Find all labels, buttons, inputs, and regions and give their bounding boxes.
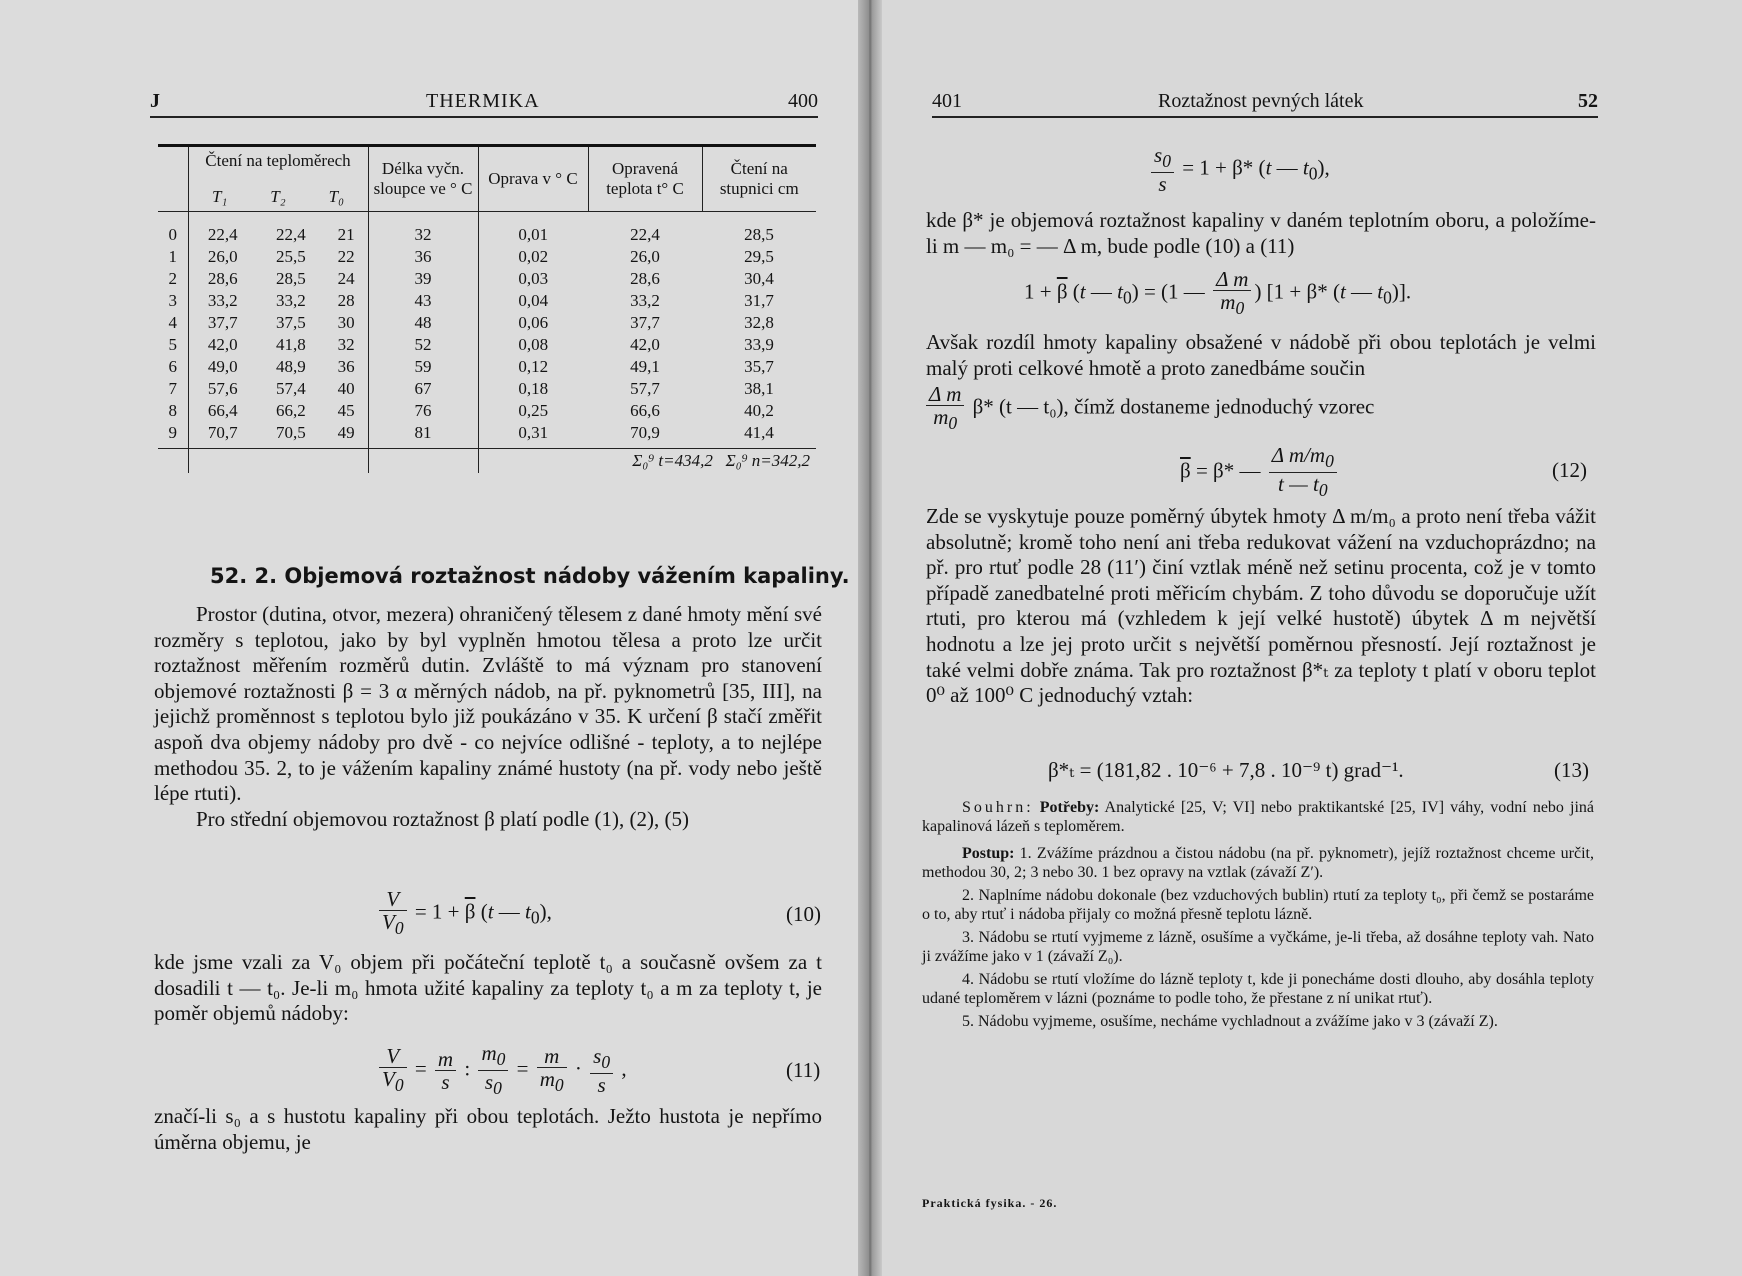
table-cell: 0,12 xyxy=(478,356,588,378)
table-cell: 33,9 xyxy=(744,335,774,354)
sum-t: Σ₀⁹ t=434,2 xyxy=(632,451,713,470)
summary xyxy=(922,798,1594,836)
thermometer-table xyxy=(158,144,816,473)
paragraph: značí-li s₀ a s hustotu kapaliny při obou teplotách. Ježto hustota je nepřímo úměrna objemu, je xyxy=(154,1104,822,1154)
book-gutter xyxy=(858,0,882,1276)
left-page xyxy=(0,0,868,1276)
section-title: 52. 2. Objemová roztažnost nádoby vážením kapaliny. xyxy=(210,564,850,588)
table-cell: 42,0 xyxy=(630,335,660,354)
table-cell: 36 xyxy=(368,246,478,268)
table-cell: 38,1 xyxy=(744,379,774,398)
table-cell: 0,08 xyxy=(478,334,588,356)
procedure-step-4: 4. Nádobu se rtutí vložíme do lázně teploty t, kde ji ponecháme dosti dlouho, aby dosáhla teploty udané teploměrem v lázni (poznáme to podle toho, že přestane z ní unikat rtuť). xyxy=(922,971,1594,1007)
table-cell: 33,2 xyxy=(275,291,306,310)
table-cell: 28,5 xyxy=(275,269,306,288)
paragraph: kde β* je objemová roztažnost kapaliny v daném teplotním oboru, a položíme-li m — m₀ = — Δ m, bude podle (10) a (11) xyxy=(926,208,1596,258)
table-cell: 3 xyxy=(168,291,177,310)
table-row xyxy=(158,400,816,422)
paragraph: Prostor (dutina, otvor, mezera) ohraničený tělesem z dané hmoty mění své rozměry s teplotou, jako by byl vyplněn hmotou tělesa a proto lze určit roztažnost měřením rozměrů dutin. Zvláště to má význam pro stanovení objemové roztažnosti β = 3 α měrných nádob, na př. pyknometrů [35, III], na jejichž proměnnost s teplotou bylo již poukázáno v 35. K určení β stačí změřit aspoň dva objemy nádoby pro dvě - co nejvíce odlišné - teploty, a to nejlépe methodou 35. 2, to je vážením kapaliny známé hustoty (na př. vody nebo ještě lépe rtuti). xyxy=(154,602,822,806)
table-cell: 26,0 xyxy=(188,246,257,268)
table-cell: 66,6 xyxy=(630,401,660,420)
paragraph: $\frac{\text{Δ m}}{m_0}$ β* (t — t₀), čímž dostaneme jednoduchý vzorec xyxy=(926,383,1596,434)
table-cell: 30,4 xyxy=(744,269,774,288)
left-page-header xyxy=(150,90,818,118)
left-body-2 xyxy=(154,950,822,1027)
table-cell: 6 xyxy=(168,357,177,376)
equation-11-number: (11) xyxy=(786,1058,821,1082)
paragraph: Zde se vyskytuje pouze poměrný úbytek hmoty Δ m/m₀ a proto není třeba vážit absolutně; kromě toho není ani třeba redukovat vážení na vzduchoprázdno; na př. pro rtuť podle 28 (11′) činí vztlak méně než setinu procenta, což je v tomto případě zanedbatelné proti měřicím chybám. Z toho důvodu se doporučuje užít rtuti, pro kterou má (vzhledem k její velké hustotě) úbytek Δ m největší hodnotu a lze jej proto určit s největší poměrnou přesností. Její roztažnost je také velmi dobře známa. Tak pro roztažnost β*ₜ za teploty t platí v oboru teplot 0⁰ až 100⁰ C jednoduchý vztah: xyxy=(926,504,1596,708)
table-cell: 49 xyxy=(337,423,355,442)
table-cell: 25,5 xyxy=(275,247,306,266)
table-cell: 22,4 xyxy=(630,225,660,244)
table-cell: 9 xyxy=(168,423,177,442)
procedure-step-1: Postup: 1. Zvážíme prázdnou a čistou nádobu (na př. pyknometr), jejíž roztažnost chceme určit, methodou 30, 2; 3 nebo 30. 1 bez opravy na vztlak (závaží Z′). xyxy=(922,845,1594,881)
table-cell: 32,8 xyxy=(744,313,774,332)
procedure-block xyxy=(922,798,1594,1035)
header-title: Roztažnost pevných látek xyxy=(1158,90,1364,112)
table-cell: 57,6 xyxy=(188,378,257,400)
table-cell: 35,7 xyxy=(744,357,774,376)
table-cell: 0,31 xyxy=(478,422,588,449)
table-cell: 37,5 xyxy=(275,313,306,332)
left-body-3 xyxy=(154,1104,822,1155)
corrected-temperature-header: Opravená teplota t° C xyxy=(588,146,702,212)
table-cell: 37,7 xyxy=(188,312,257,334)
table-cell: 66,2 xyxy=(275,401,306,420)
table-cell: 40 xyxy=(337,379,355,398)
right-body-1 xyxy=(926,208,1596,259)
table-cell: 0 xyxy=(168,225,177,244)
table-cell: 40,2 xyxy=(744,401,774,420)
right-body-3 xyxy=(926,504,1596,709)
header-title: THERMIKA xyxy=(426,90,540,112)
page-number: 400 xyxy=(788,90,818,112)
table-cell: 0,18 xyxy=(478,378,588,400)
equation-13-number: (13) xyxy=(1554,758,1589,782)
table-cell: 8 xyxy=(168,401,177,420)
paragraph-tail: β* (t — t₀), čímž dostaneme jednoduchý vzorec xyxy=(972,394,1375,419)
equation-10-number: (10) xyxy=(786,902,821,926)
table-row xyxy=(158,290,816,312)
paragraph: Avšak rozdíl hmoty kapaliny obsažené v nádobě při obou teplotách je velmi malý proti celkové hmotě a proto zanedbáme součin xyxy=(926,330,1596,380)
table-cell: 21 xyxy=(337,225,355,244)
procedure-label: Postup: xyxy=(962,845,1015,862)
equation-expanded: $1 + \overline{\beta}$ (t — $t_0) = (1$ — $\frac{\text{Δ m}}{m_0}$ ) [1 + β* (t — $t_0$)]. xyxy=(1024,267,1412,319)
table-cell: 57,4 xyxy=(275,379,306,398)
table-cell: 28,6 xyxy=(188,268,257,290)
needs-label: Potřeby: xyxy=(1039,799,1100,816)
table-cell: 33,2 xyxy=(188,290,257,312)
table-cell: 48 xyxy=(368,312,478,334)
table-cell: 4 xyxy=(168,313,177,332)
table-cell: 0,02 xyxy=(478,246,588,268)
table-cell: 48,9 xyxy=(275,357,306,376)
table-cell: 31,7 xyxy=(744,291,774,310)
equation-11: $\frac{V}{V_0}$ = $\frac{m}{s}$ : $\frac{m_0}{s_0}$ = $\frac{m}{m_0}$ · $\frac{s_0}{s}$ , xyxy=(376,1042,627,1099)
table-cell: 41,4 xyxy=(744,423,774,442)
table-cell: 7 xyxy=(168,379,177,398)
table-cell: 49,1 xyxy=(630,357,660,376)
table-row xyxy=(158,334,816,356)
table-row xyxy=(158,356,816,378)
table-cell: 70,9 xyxy=(630,423,660,442)
table-cell: 0,04 xyxy=(478,290,588,312)
table-cell: 0,01 xyxy=(478,212,588,247)
equation-10: $\frac{V}{V_0}$ = $1 + \overline{\beta}$ (t — $t_0$), xyxy=(376,888,552,939)
correction-header: Oprava v ° C xyxy=(478,146,588,212)
column-length-header: Délka vyčn. sloupce ve ° C xyxy=(368,146,478,212)
table-cell: 59 xyxy=(368,356,478,378)
needs-text: Analytické [25, V; VI] nebo praktikantské [25, IV] váhy, vodní nebo jiná kapalinová lázeň s teploměrem. xyxy=(922,799,1595,835)
readings-header: Čtení na teploměrech T₁ T₂ T₀ xyxy=(188,146,368,212)
header-letter: J xyxy=(150,90,160,112)
page-number: 401 xyxy=(932,90,962,112)
table-cell: 42,0 xyxy=(188,334,257,356)
table-cell: 36 xyxy=(337,357,355,376)
table-cell: 5 xyxy=(168,335,177,354)
footer-note: Praktická fysika. - 26. xyxy=(922,1196,1058,1210)
procedure-step-2: 2. Naplníme nádobu dokonale (bez vzduchových bublin) rtutí za teploty t₀, při čemž se postaráme o to, aby rtuť i nádoba přijaly co možná přesně teplotu lázně. xyxy=(922,887,1594,923)
scale-reading-header: Čtení na stupnici cm xyxy=(702,146,816,212)
table-cell: 57,7 xyxy=(630,379,660,398)
paragraph: Pro střední objemovou roztažnost β platí podle (1), (2), (5) xyxy=(196,806,689,831)
table-cell: 66,4 xyxy=(188,400,257,422)
table-cell: 32 xyxy=(337,335,355,354)
left-body-1 xyxy=(154,602,822,832)
equation-density: $\frac{s_0}{s}$ = 1 + β* (t — $t_0$), xyxy=(1148,144,1330,195)
table-cell: 22 xyxy=(337,247,355,266)
t1-header: T₁ xyxy=(211,187,228,206)
table-row xyxy=(158,212,816,247)
equation-12-number: (12) xyxy=(1552,458,1587,482)
table-cell: 0,25 xyxy=(478,400,588,422)
table-cell: 41,8 xyxy=(275,335,306,354)
table-cell: 1 xyxy=(168,247,177,266)
table-cell: 39 xyxy=(368,268,478,290)
t2-header: T₂ xyxy=(270,187,286,206)
table-cell: 67 xyxy=(368,378,478,400)
table-cell: 28 xyxy=(337,291,355,310)
table-cell: 49,0 xyxy=(188,356,257,378)
summary-label: Souhrn: xyxy=(962,799,1034,816)
table-body xyxy=(158,212,816,449)
table-row xyxy=(158,422,816,449)
table-cell: 2 xyxy=(168,269,177,288)
equation-12: $\overline{\beta} = \beta*$ — $\frac{\Delta m/m_0}{t — t_0}$ xyxy=(1180,444,1340,501)
right-body-2 xyxy=(926,330,1596,434)
table-cell: 32 xyxy=(368,212,478,247)
table-cell: 28,5 xyxy=(744,225,774,244)
table-row xyxy=(158,246,816,268)
paragraph: kde jsme vzali za V₀ objem při počáteční teplotě t₀ a současně ovšem za t dosadili t — t₀. Je-li m₀ hmota užité kapaliny za teploty t₀ a m za teploty t, je poměr objemů nádoby: xyxy=(154,950,822,1026)
table-cell: 33,2 xyxy=(630,291,660,310)
table-cell: 22,4 xyxy=(188,212,257,247)
table-row xyxy=(158,378,816,400)
sum-n: Σ₀⁹ n=342,2 xyxy=(725,451,810,470)
table-cell: 28,6 xyxy=(630,269,660,288)
table-cell: 0,06 xyxy=(478,312,588,334)
right-page-header xyxy=(932,90,1598,118)
table-cell: 30 xyxy=(337,313,355,332)
table-cell: 24 xyxy=(337,269,355,288)
section-number: 52 xyxy=(1578,90,1598,112)
table-cell: 70,7 xyxy=(188,422,257,449)
procedure-step-3: 3. Nádobu se rtutí vyjmeme z lázně, osušíme a vyčkáme, je-li třeba, až dosáhne teploty vah. Nato ji zvážíme jako v 1 (závaží Z₀). xyxy=(922,929,1594,965)
table-cell: 70,5 xyxy=(275,423,306,442)
table-cell: 52 xyxy=(368,334,478,356)
equation-13: β*ₜ = (181,82 . 10⁻⁶ + 7,8 . 10⁻⁹ t) grad⁻¹. xyxy=(1048,758,1404,782)
table-cell: 81 xyxy=(368,422,478,449)
t0-header: T₀ xyxy=(328,187,344,206)
table-cell: 45 xyxy=(337,401,355,420)
table-cell: 0,03 xyxy=(478,268,588,290)
table-cell: 22,4 xyxy=(275,225,306,244)
table-row xyxy=(158,312,816,334)
table-cell: 76 xyxy=(368,400,478,422)
table-cell: 43 xyxy=(368,290,478,312)
table-cell: 29,5 xyxy=(744,247,774,266)
table-row xyxy=(158,268,816,290)
table-cell: 37,7 xyxy=(630,313,660,332)
procedure-step-5: 5. Nádobu vyjmeme, osušíme, necháme vychladnout a zvážíme jako v 3 (závaží Z). xyxy=(962,1013,1498,1030)
table-cell: 26,0 xyxy=(630,247,660,266)
